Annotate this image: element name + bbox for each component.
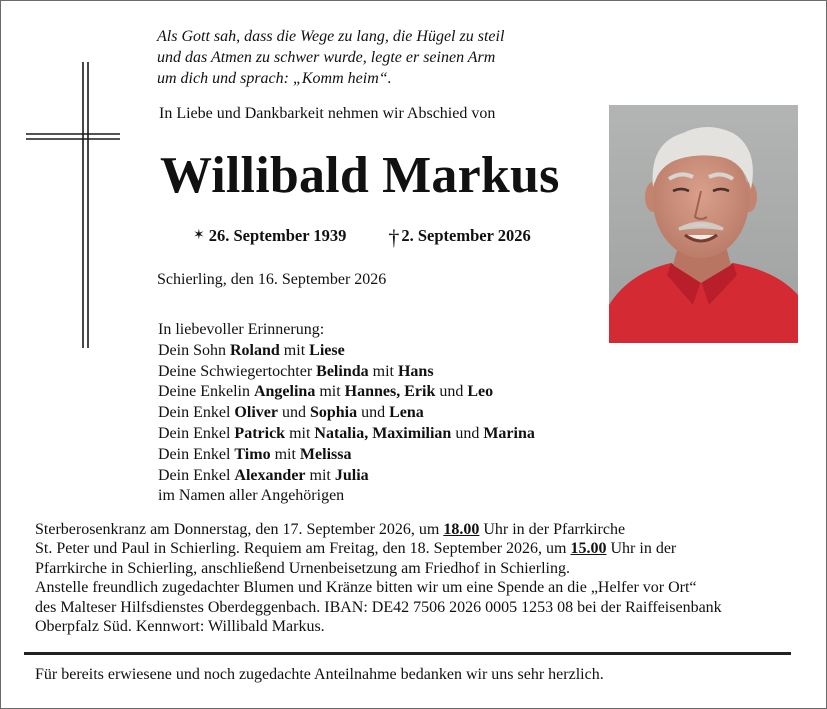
family-row: [158, 341, 535, 362]
time-value: 15.00: [570, 540, 607, 558]
person-name: Patrick: [234, 424, 286, 442]
time-value: 18.00: [443, 521, 480, 538]
poem-line: und das Atmen zu schwer wurde, legte er seinen Arm: [157, 49, 496, 66]
person-name: Alexander: [234, 466, 306, 484]
family-row: [158, 445, 535, 466]
poem-line: Als Gott sah, dass die Wege zu lang, die Hügel zu steil: [157, 28, 505, 45]
text-segment: Pfarrkirche in Schierling, anschließend Urnenbeisetzung am Friedhof in Schierling.: [35, 559, 570, 577]
person-name: Oliver: [234, 404, 278, 422]
person-name: Sophia: [309, 404, 358, 422]
person-name: Julia: [334, 466, 369, 484]
service-details: [35, 520, 722, 636]
details-line: [35, 598, 722, 617]
text-segment: mit: [315, 383, 345, 401]
person-name: Melissa: [299, 445, 352, 463]
death-cross-icon: †: [388, 225, 400, 250]
text-segment: St. Peter und Paul in Schierling. Requiem am Freitag, den 18. September 2026, um: [35, 540, 571, 558]
text-segment: Dein Enkel: [158, 424, 235, 442]
family-list: [158, 320, 535, 507]
text-segment: Dein Enkel: [158, 466, 235, 484]
person-name: Leo: [467, 383, 494, 401]
portrait-photo: [609, 105, 798, 343]
text-segment: mit: [285, 424, 315, 442]
person-name: Hannes, Erik: [344, 383, 436, 401]
thanks-text: Für bereits erwiesene und noch zugedachte Anteilnahme bedanken wir uns sehr herzlich.: [35, 666, 604, 683]
person-name: Natalia, Maximilian: [314, 424, 452, 442]
text-segment: Dein Enkel: [158, 404, 235, 422]
person-name: Hans: [397, 362, 434, 380]
birth-star-icon: ✶: [193, 228, 205, 243]
text-segment: Deine Enkelin: [158, 383, 254, 401]
person-name: Marina: [483, 424, 535, 442]
details-line: [35, 578, 722, 597]
poem-line: um dich und sprach: „Komm heim“.: [157, 70, 392, 87]
person-name: Liese: [309, 341, 345, 359]
family-row: [158, 362, 535, 383]
text-segment: Deine Schwiegertochter: [158, 362, 317, 380]
person-name: Angelina: [253, 383, 316, 401]
family-heading: In liebevoller Erinnerung:: [158, 321, 325, 338]
person-name: Belinda: [316, 362, 369, 380]
text-segment: mit: [270, 445, 300, 463]
family-row: [158, 403, 535, 424]
text-segment: mit: [279, 341, 310, 359]
text-segment: Dein Sohn: [158, 341, 230, 359]
person-name: Lena: [389, 404, 424, 422]
death-date: 2. September 2026: [401, 226, 531, 245]
family-row: [158, 466, 535, 487]
text-segment: und: [277, 404, 310, 422]
text-segment: und: [357, 404, 390, 422]
text-segment: und: [435, 383, 468, 401]
family-row: [158, 382, 535, 403]
details-line: [35, 539, 722, 558]
details-line: [35, 520, 722, 539]
life-dates: [193, 225, 531, 251]
text-segment: mit: [305, 466, 335, 484]
birth-date: 26. September 1939: [208, 226, 347, 245]
text-segment: des Malteser Hilfsdienstes Oberdeggenbach. IBAN: DE42 7506 2026 0005 1253 08 bei der Raiffeisenbank: [35, 598, 722, 616]
place-date: Schierling, den 16. September 2026: [157, 271, 387, 288]
poem: [157, 26, 597, 89]
person-name: Timo: [234, 445, 271, 463]
text-segment: Dein Enkel: [158, 445, 235, 463]
text-segment: Oberpfalz Süd. Kennwort: Willibald Markus.: [35, 618, 325, 636]
family-row: [158, 424, 535, 445]
cross-icon: [26, 62, 120, 348]
divider-line: [24, 652, 791, 655]
person-name: Roland: [230, 341, 280, 359]
text-segment: mit: [368, 362, 398, 380]
text-segment: Uhr in der Pfarrkirche: [479, 521, 626, 538]
text-segment: Sterberosenkranz am Donnerstag, den 17. September 2026, um: [35, 521, 444, 538]
family-closing: im Namen aller Angehörigen: [158, 487, 345, 505]
text-segment: Anstelle freundlich zugedachter Blumen und Kränze bitten wir um eine Spende an die „Helfer vor Ort“: [35, 579, 697, 597]
details-line: [35, 617, 722, 636]
family-rows: [158, 341, 535, 487]
text-segment: Uhr in der: [606, 540, 677, 558]
deceased-name: Willibald Markus: [160, 147, 560, 204]
intro-text: In Liebe und Dankbarkeit nehmen wir Abschied von: [159, 105, 496, 122]
text-segment: und: [451, 424, 484, 442]
details-line: [35, 559, 722, 578]
